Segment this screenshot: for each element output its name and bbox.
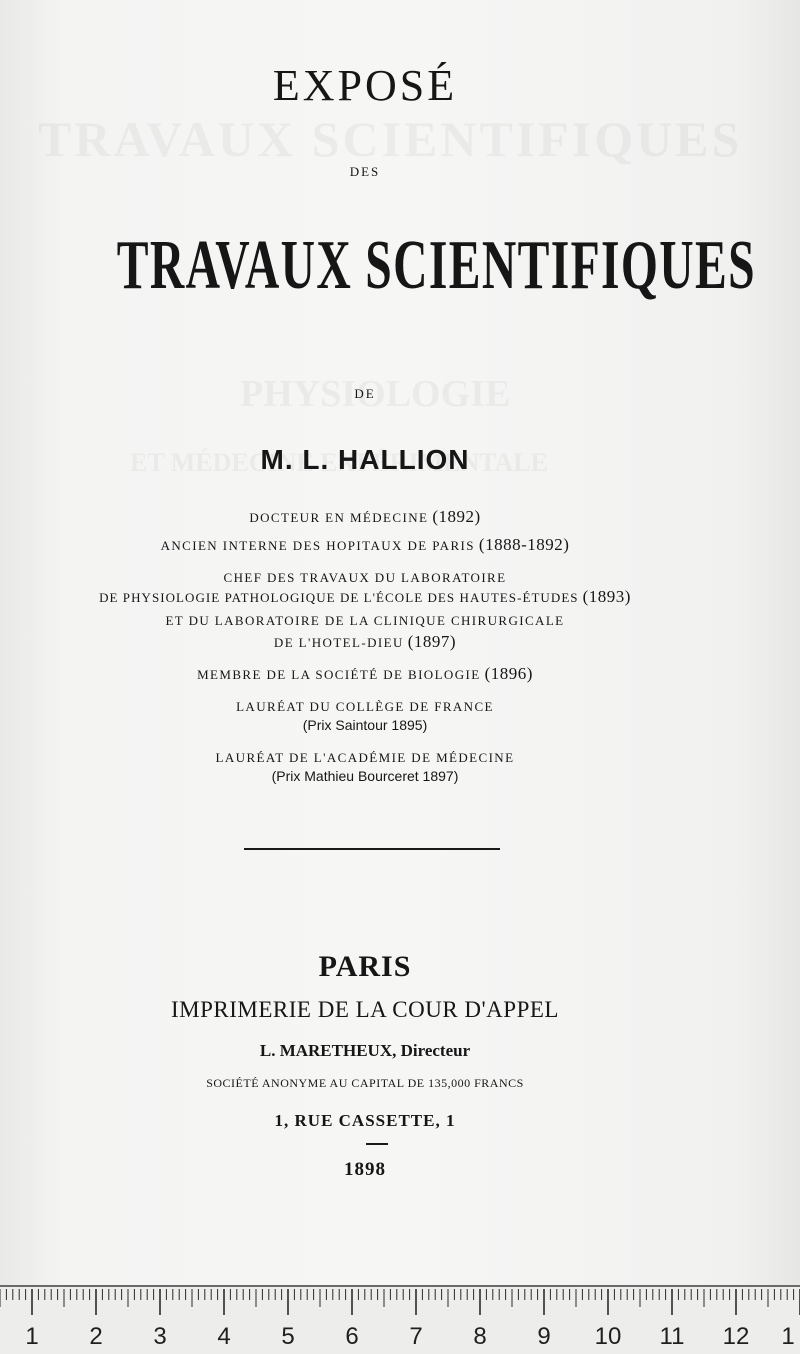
ruler-number: 8 [473, 1323, 487, 1350]
title-main: TRAVAUX SCIENTIFIQUES [116, 227, 756, 304]
ruler-number: 2 [89, 1323, 103, 1350]
credential-prize-bourceret: (Prix Mathieu Bourceret 1897) [271, 768, 459, 784]
credential-year: (1892) [432, 507, 481, 526]
imprint-director: L. MARETHEUX, Directeur [259, 1041, 471, 1060]
ruler-number: 4 [217, 1323, 231, 1350]
author-name: M. L. HALLION [260, 444, 470, 475]
credential-text: DOCTEUR EN MÉDECINE [249, 510, 429, 525]
credential-year: (1897) [407, 632, 457, 651]
credential-physiology [0, 587, 730, 607]
ruler-number: 11 [659, 1323, 685, 1350]
ruler-number: 7 [409, 1323, 423, 1350]
credential-clinic: ET DU LABORATOIRE DE LA CLINIQUE CHIRURGICALE [165, 613, 565, 628]
title-des: DES [349, 164, 381, 179]
imprint-company: SOCIÉTÉ ANONYME AU CAPITAL DE 135,000 FRANCS [206, 1076, 524, 1090]
ruler-number: 9 [537, 1323, 551, 1350]
credential-text: ANCIEN INTERNE DES HOPITAUX DE PARIS [160, 538, 475, 553]
credential-intern [0, 535, 730, 555]
credential-hotel-dieu [0, 632, 730, 652]
ruler-number: 1 [781, 1323, 795, 1350]
credential-year: (1896) [484, 664, 533, 683]
credential-biology [0, 664, 730, 684]
credential-year: (1888-1892) [478, 535, 570, 554]
separator-rule [244, 848, 500, 850]
imprint-printer: IMPRIMERIE DE LA COUR D'APPEL [171, 997, 559, 1022]
credential-college: LAURÉAT DU COLLÈGE DE FRANCE [236, 699, 494, 714]
ruler-number: 1 [25, 1323, 39, 1350]
credential-year: (1893) [582, 587, 631, 606]
credential-academy: LAURÉAT DE L'ACADÉMIE DE MÉDECINE [215, 750, 515, 765]
show-through [38, 110, 742, 168]
ruler-number: 10 [594, 1323, 622, 1350]
credential-text: DE L'HOTEL-DIEU [273, 635, 404, 650]
imprint-year: 1898 [344, 1159, 386, 1180]
imprint-city: PARIS [318, 950, 412, 983]
ruler-ticks [0, 1287, 800, 1327]
credential-doctorate [0, 507, 730, 527]
credential-text: DE PHYSIOLOGIE PATHOLOGIQUE DE L'ÉCOLE DES HAUTES-ÉTUDES [99, 590, 579, 605]
credential-prize-saintour: (Prix Saintour 1895) [302, 717, 428, 733]
ruler-number: 5 [281, 1323, 295, 1350]
measuring-ruler [0, 1285, 800, 1354]
credential-chief: CHEF DES TRAVAUX DU LABORATOIRE [223, 570, 507, 585]
title-de: DE [354, 386, 376, 401]
year-dash [366, 1143, 388, 1145]
ruler-number: 6 [345, 1323, 359, 1350]
imprint-address: 1, RUE CASSETTE, 1 [274, 1111, 456, 1130]
title-expose: EXPOSÉ [272, 61, 458, 110]
ruler-number: 12 [722, 1323, 750, 1350]
ruler-number: 3 [153, 1323, 167, 1350]
credential-text: MEMBRE DE LA SOCIÉTÉ DE BIOLOGIE [197, 667, 481, 682]
